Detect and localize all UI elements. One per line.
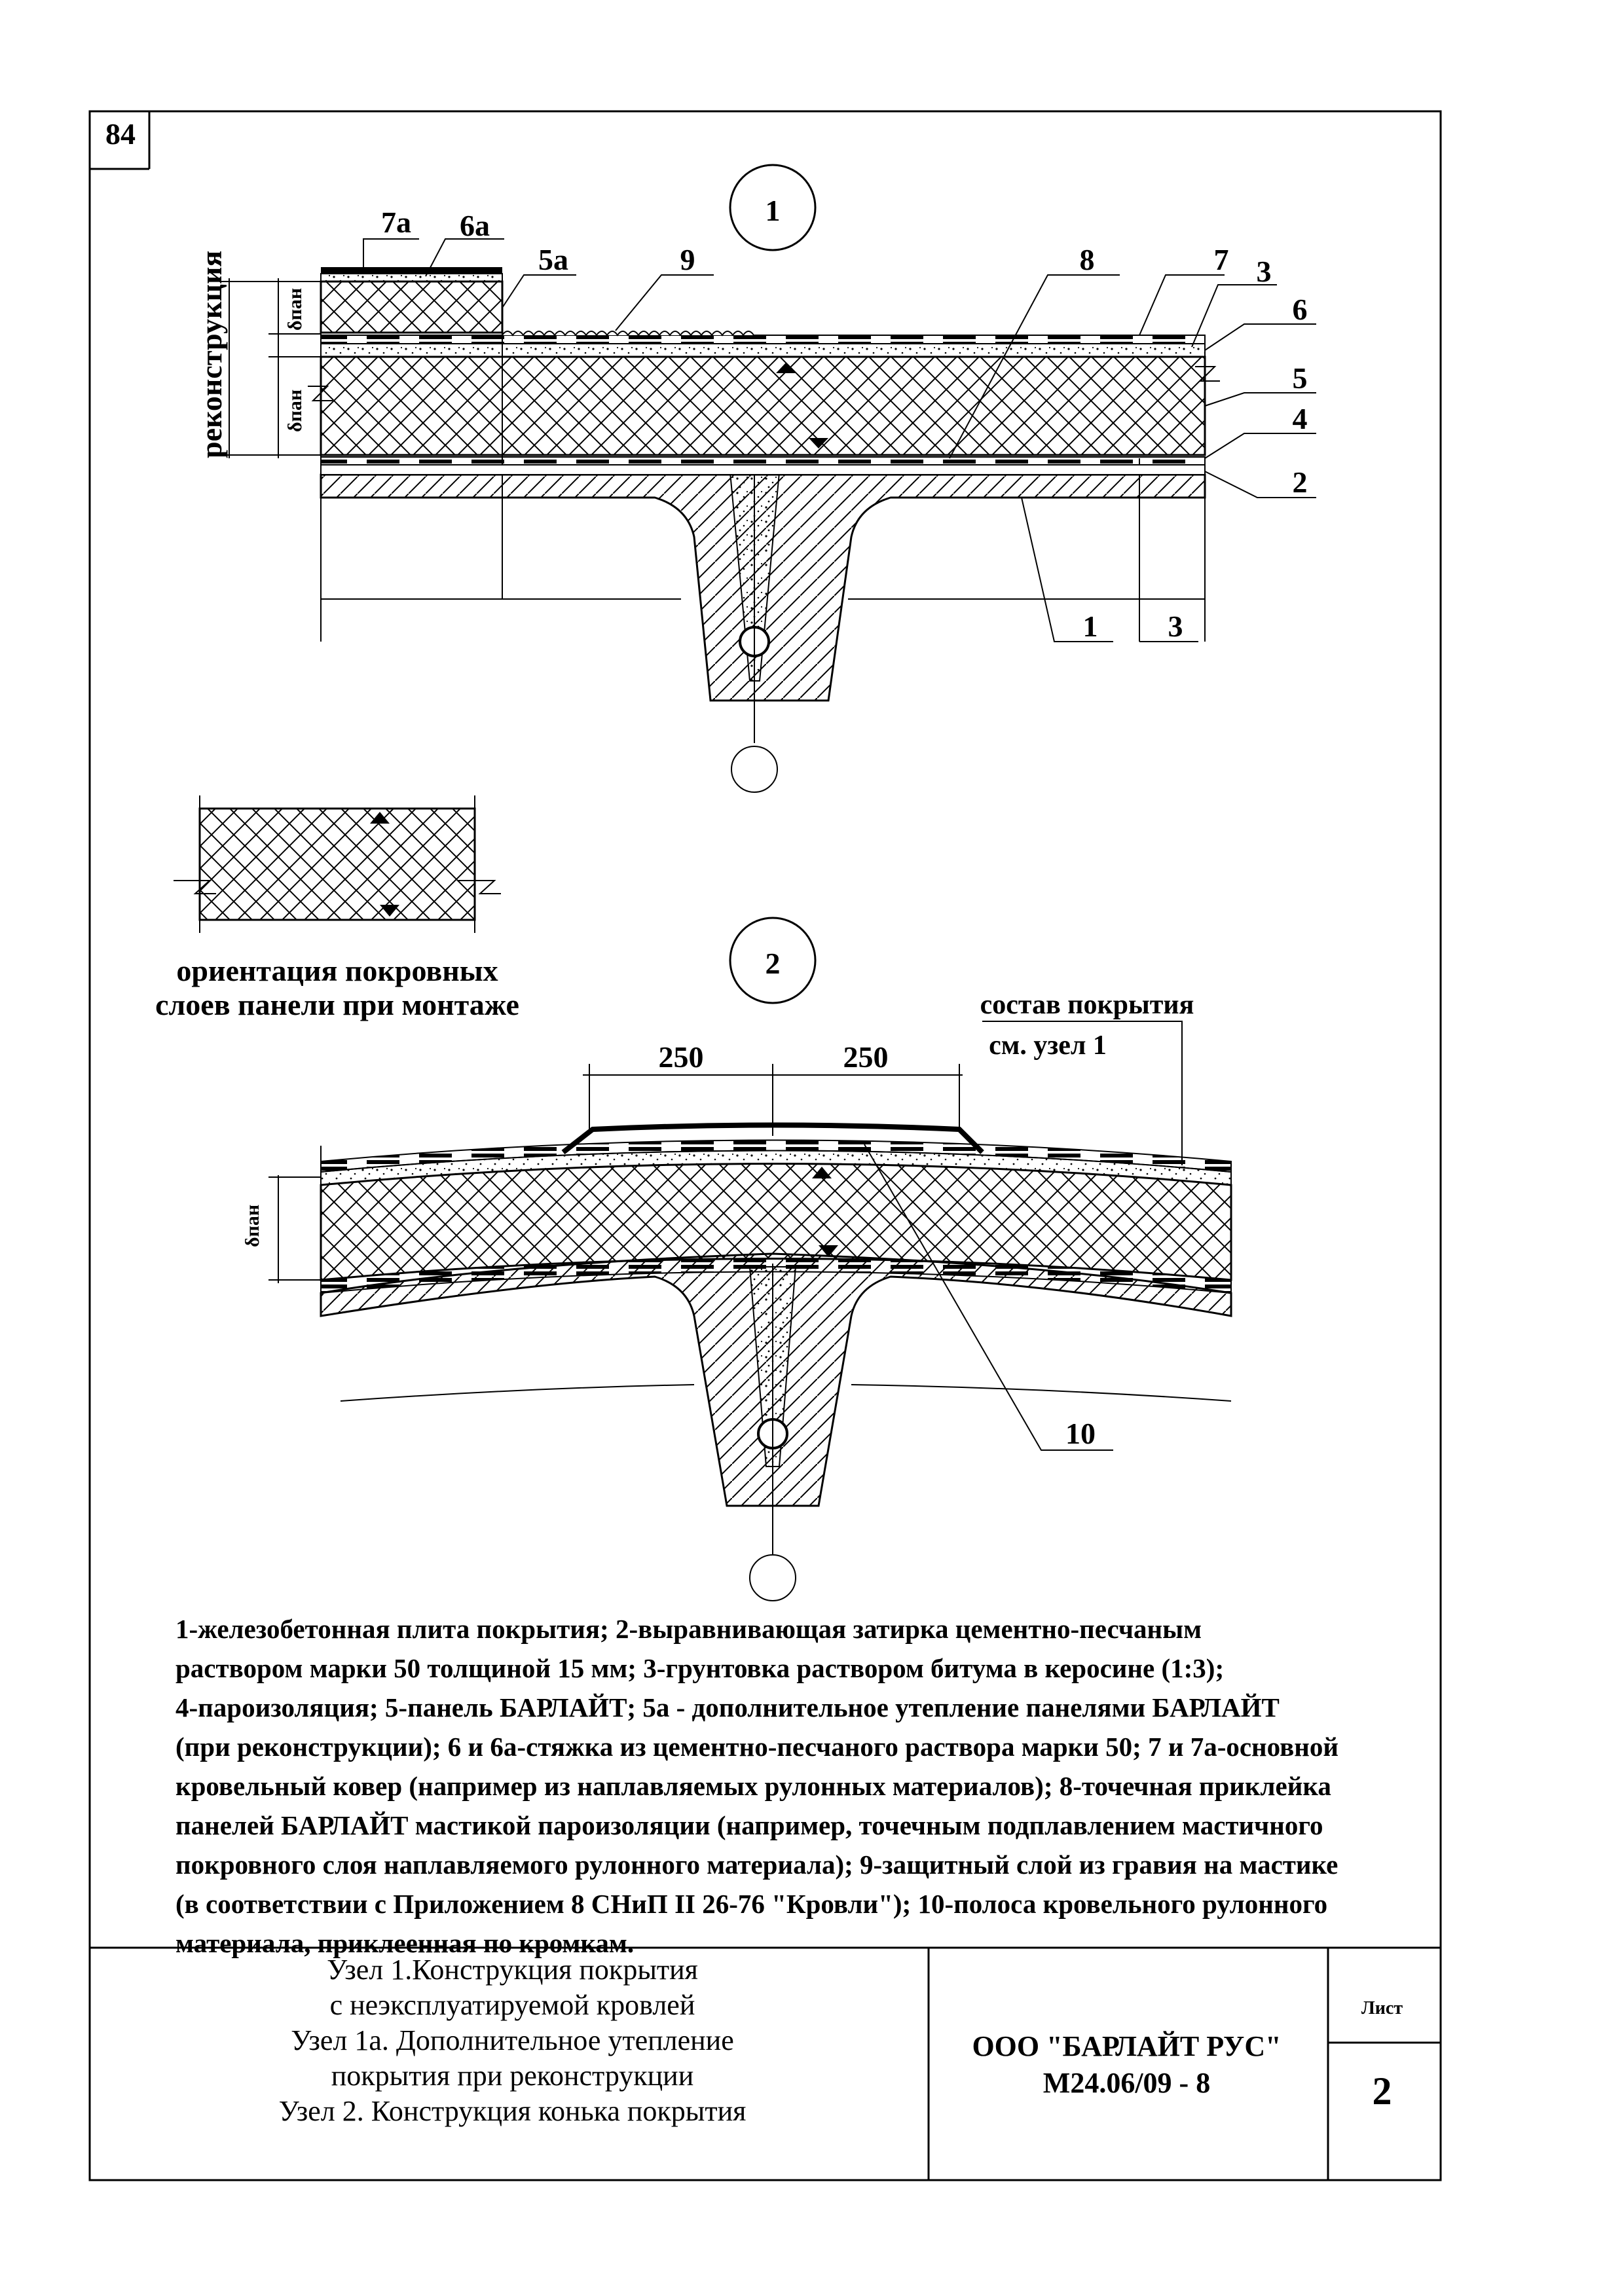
title-line: Узел 1.Конструкция покрытия [327,1954,698,1986]
node2-delta-label: δпан [242,1204,263,1247]
callout-4: 4 [1292,402,1308,435]
page-number: 84 [105,117,136,151]
orientation-panel [200,809,475,920]
legend-line: панелей БАРЛАЙТ мастикой пароизоляции (например, точечным подплавлением мастичного [175,1810,1323,1840]
dim250-right-label: 250 [843,1040,889,1074]
dim250-left-label: 250 [658,1040,704,1074]
sheet-label: Лист [1361,1998,1403,2018]
leader-7a [363,239,419,268]
orientation-caption-line1: ориентация покровных [176,954,498,987]
layer-roofing-7a [321,267,502,274]
callout-1: 1 [1082,610,1098,643]
composition-line1: состав покрытия [980,990,1194,1020]
leader-5a [502,275,576,308]
node1-number: 1 [765,194,781,227]
legend [175,1609,1439,1963]
legend-line: раствором марки 50 толщиной 15 мм; 3-грунтовка раствором битума в керосине (1:3); [175,1653,1225,1683]
legend-line: покровного слоя наплавляемого рулонного материала); 9-защитный слой из гравия на мастике [175,1850,1338,1880]
gravel-protective-layer [502,331,754,335]
title-line: с неэксплуатируемой кровлей [329,1989,695,2021]
title-line: покрытия при реконструкции [331,2060,694,2092]
panel-insulation [321,357,1205,455]
callout-7: 7 [1213,243,1229,276]
rib-axis-marker [731,746,777,792]
delta-label-lower: δпан [284,389,306,432]
legend-line: кровельный ковер (например из наплавляемых рулонных материалов); 8-точечная приклейка [175,1771,1331,1801]
layer-screed-6a [321,274,502,282]
orientation-caption-line2: слоев панели при монтаже [155,988,519,1021]
callout-7a: 7а [381,206,411,239]
panel-additional-insulation [321,282,502,333]
callout-9: 9 [680,243,695,276]
callout-8: 8 [1079,243,1095,276]
layer-screed [321,344,1205,357]
leader-7 [1139,275,1225,335]
titleblock-title [98,1952,927,2129]
legend-line: 1-железобетонная плита покрытия; 2-выравнивающая затирка цементно-песчаным [175,1614,1202,1644]
layer-roofing-carpet [321,335,1205,344]
layer-leveling [321,465,1205,475]
orientation-detail [155,795,519,1021]
title-line: Узел 1а. Дополнительное утепление [291,2024,734,2056]
callout-6: 6 [1292,293,1308,326]
delta-label-upper: δпан [284,287,306,331]
legend-line: (при реконструкции); 6 и 6а-стяжка из цементно-песчаного раствора марки 50; 7 и 7а-основной [175,1732,1339,1762]
callout-10: 10 [1065,1417,1096,1450]
reconstruction-label: реконструкция [194,250,228,458]
organization-name: ООО "БАРЛАЙТ РУС" [972,2030,1282,2062]
node2-number: 2 [765,947,781,980]
layer-vapour-barrier [321,457,1205,465]
callout-6a: 6а [460,209,490,242]
legend-line: (в соответствии с Приложением 8 СНиП II 26-76 "Кровли"); 10-полоса кровельного рулонного [175,1889,1328,1919]
callout-3-top: 3 [1256,255,1272,288]
node2-axis-marker [750,1555,796,1601]
composition-line2: см. узел 1 [989,1030,1107,1061]
leader-6 [1205,324,1316,350]
callout-5: 5 [1292,361,1308,395]
legend-line: 4-пароизоляция; 5-панель БАРЛАЙТ; 5а - дополнительное утепление панелями БАРЛАЙТ [175,1692,1280,1722]
sheet-number: 2 [1372,2069,1392,2113]
leader-4 [1205,433,1316,458]
legend-line: материала, приклеенная по кромкам. [175,1928,635,1958]
callout-3-bottom: 3 [1168,610,1183,643]
titleblock-organization [929,2028,1325,2102]
node1-drawing [194,165,1316,792]
callout-2: 2 [1292,465,1308,499]
title-line: Узел 2. Конструкция конька покрытия [278,2095,747,2127]
document-code: М24.06/09 - 8 [1043,2067,1211,2099]
callout-5a: 5а [538,243,568,276]
leader-9 [616,275,714,331]
leader-1 [1022,498,1113,642]
